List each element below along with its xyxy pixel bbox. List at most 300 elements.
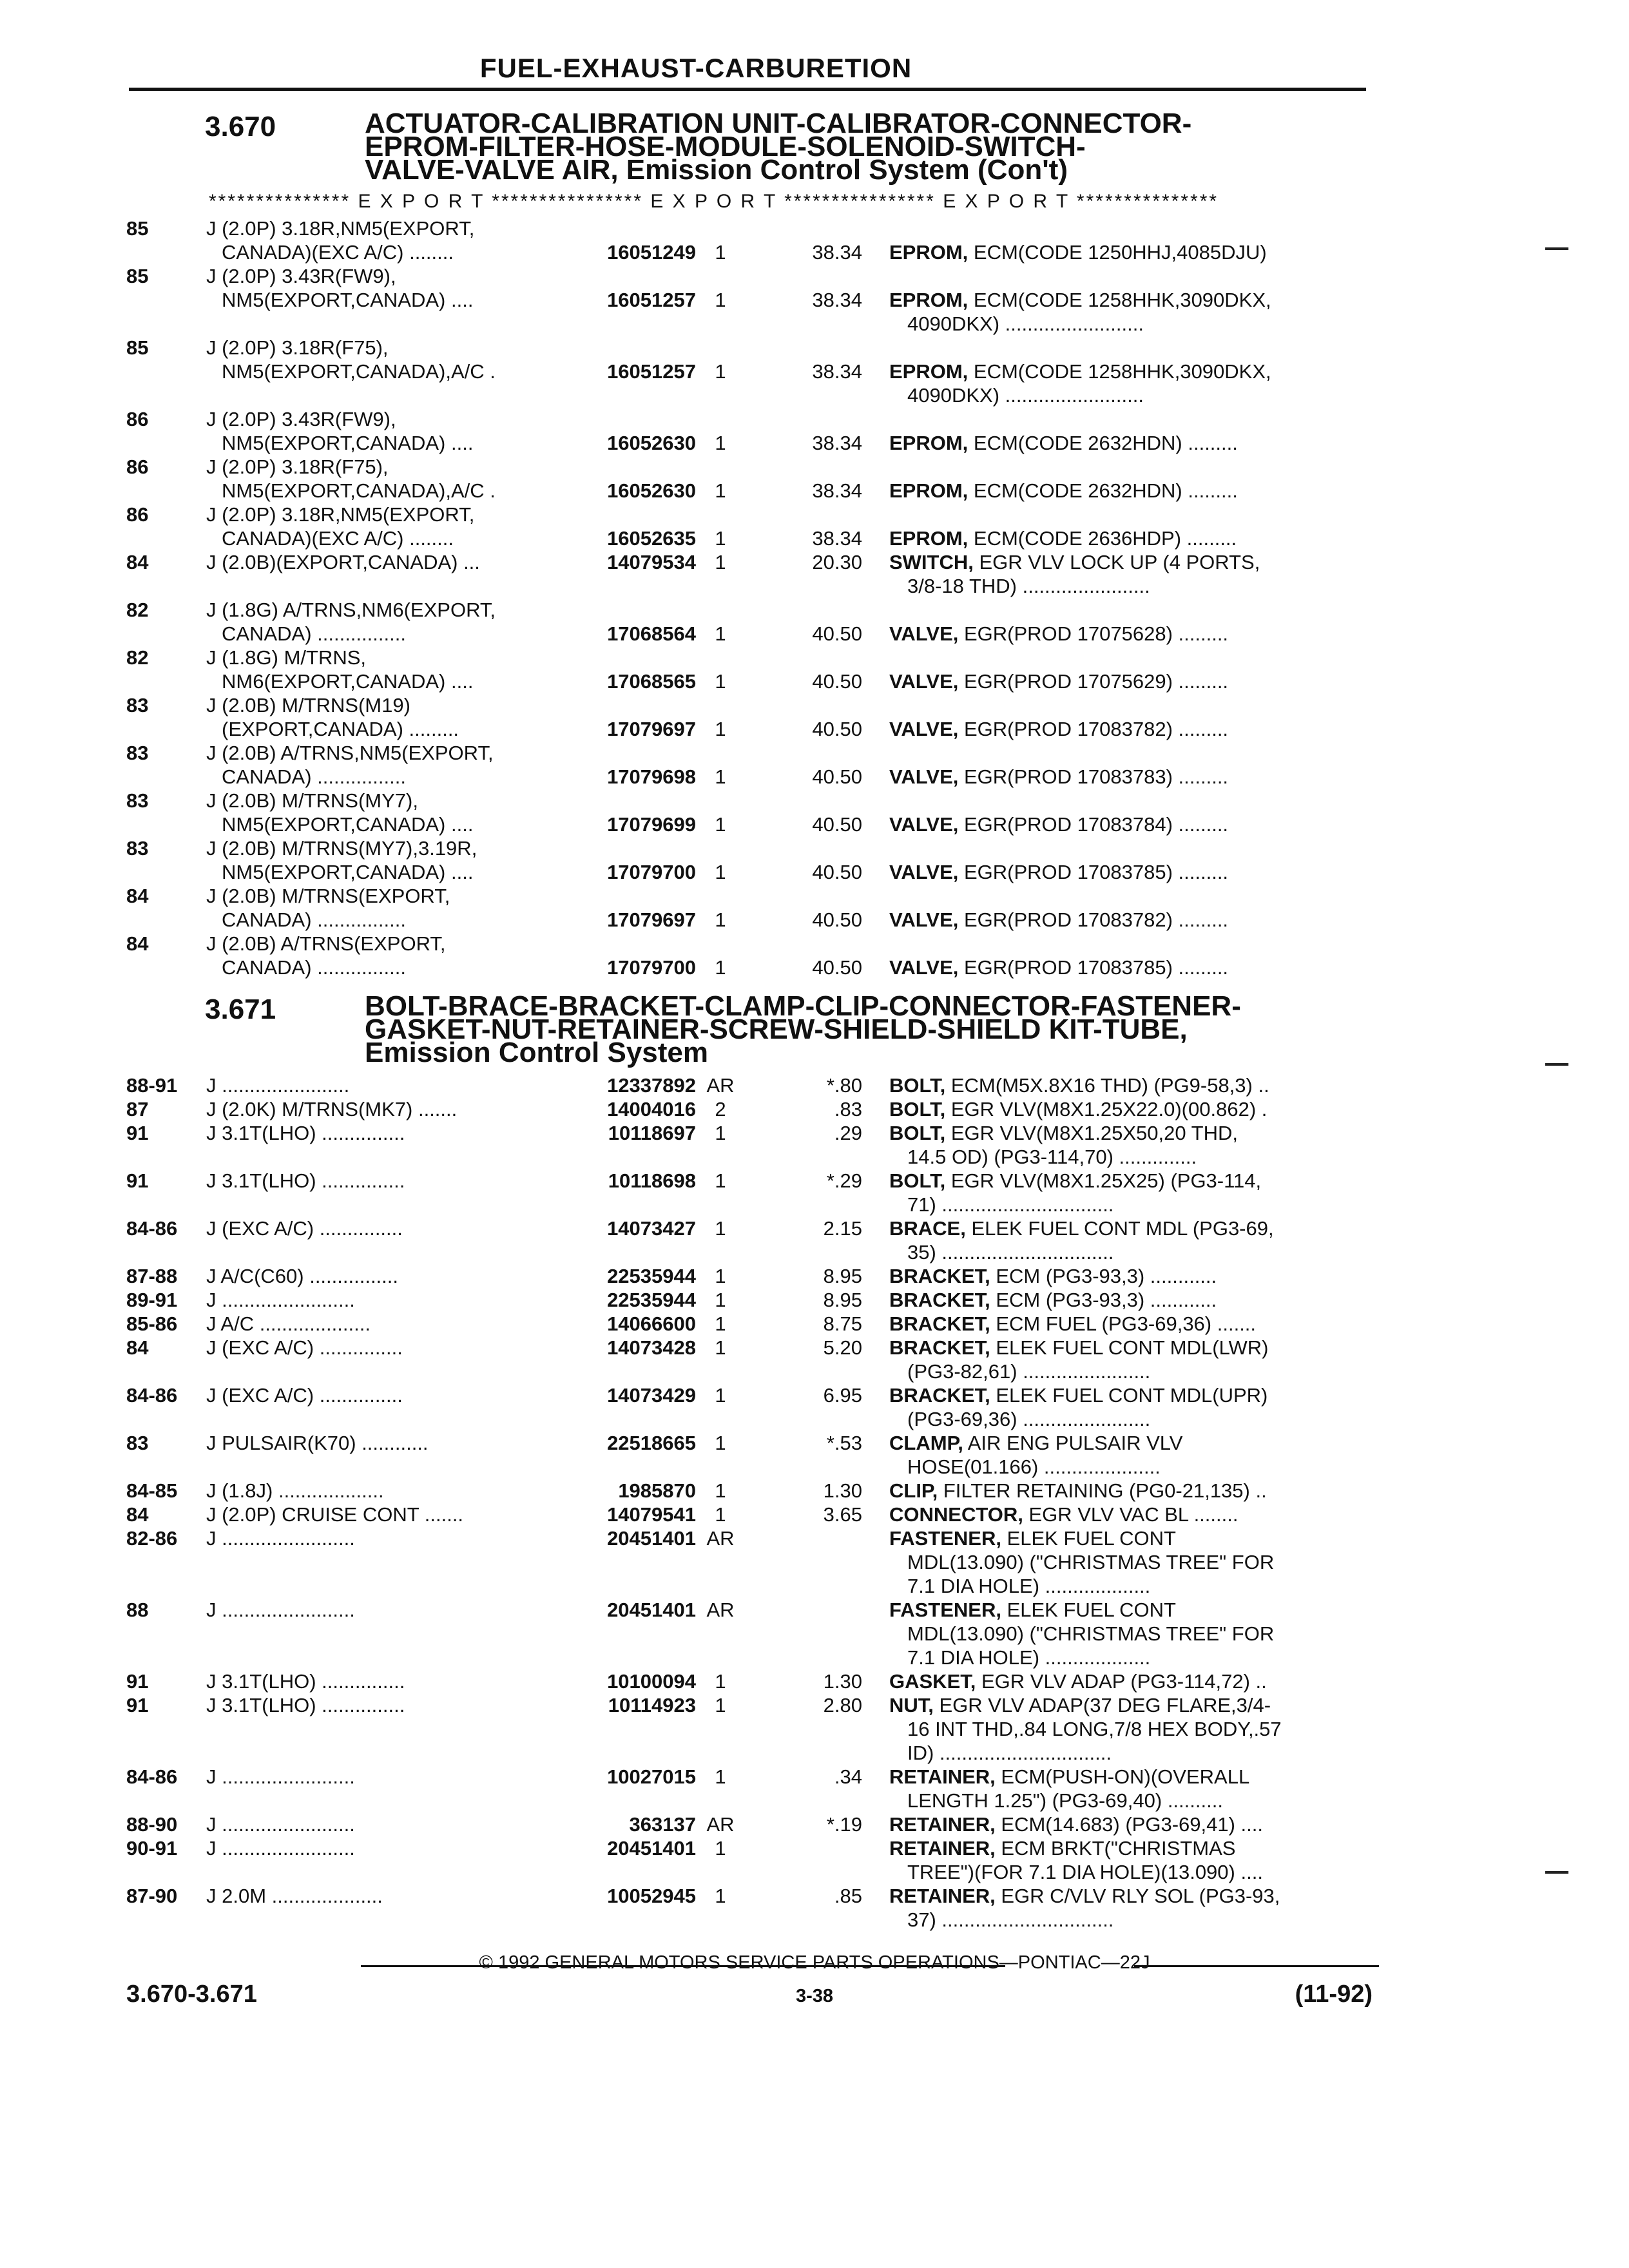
application-text: J (2.0B) M/TRNS(M19) bbox=[206, 694, 410, 716]
quantity: 1 bbox=[715, 1503, 726, 1526]
model-year: 82 bbox=[126, 599, 149, 621]
description bbox=[889, 1431, 1182, 1455]
part-detail: EGR(PROD 17075629) ......... bbox=[958, 670, 1229, 693]
part-number: 20451401 bbox=[607, 1527, 696, 1550]
part-name: EPROM, bbox=[889, 527, 969, 550]
model-year: 83 bbox=[126, 837, 149, 860]
price: 40.50 bbox=[812, 765, 862, 788]
part-number: 10118698 bbox=[608, 1169, 696, 1192]
description bbox=[889, 1693, 1271, 1717]
part-number: 17079700 bbox=[607, 956, 696, 979]
section-title-line: GASKET-NUT-RETAINER-SCREW-SHIELD-SHIELD KIT-TUBE, bbox=[365, 1014, 1188, 1045]
part-number: 10100094 bbox=[607, 1670, 696, 1693]
description bbox=[889, 1288, 1217, 1312]
part-detail: EGR VLV LOCK UP (4 PORTS, bbox=[973, 551, 1260, 573]
price: .83 bbox=[834, 1098, 862, 1120]
quantity: 1 bbox=[715, 1837, 726, 1860]
application-text: J (2.0P) 3.18R(F75), bbox=[206, 336, 389, 359]
quantity: 1 bbox=[715, 908, 726, 931]
application-text: NM5(EXPORT,CANADA) .... bbox=[222, 432, 474, 454]
part-detail: ECM(M5X.8X16 THD) (PG9-58,3) .. bbox=[945, 1074, 1269, 1097]
quantity: 1 bbox=[715, 1289, 726, 1311]
price: 38.34 bbox=[812, 360, 862, 383]
description-continuation: 4090DKX) ......................... bbox=[907, 312, 1144, 335]
description bbox=[889, 812, 1228, 836]
application-text: J (2.0B) M/TRNS(EXPORT, bbox=[206, 885, 450, 907]
model-year: 91 bbox=[126, 1694, 149, 1716]
description bbox=[889, 765, 1228, 789]
application-text: J (2.0B)(EXPORT,CANADA) ... bbox=[206, 551, 480, 573]
application-text: J (EXC A/C) ............... bbox=[206, 1336, 403, 1359]
model-year: 82 bbox=[126, 646, 149, 669]
description bbox=[889, 1884, 1280, 1908]
footer-page-number: 3-38 bbox=[795, 1986, 834, 2006]
part-name: RETAINER, bbox=[889, 1885, 996, 1907]
price: *.19 bbox=[826, 1813, 862, 1836]
quantity: 1 bbox=[715, 813, 726, 836]
price: 38.34 bbox=[812, 479, 862, 502]
part-number: 10118697 bbox=[608, 1122, 696, 1144]
application-text: J (2.0P) 3.43R(FW9), bbox=[206, 408, 396, 430]
model-year: 83 bbox=[126, 1432, 149, 1454]
description bbox=[889, 1479, 1267, 1503]
description bbox=[889, 1503, 1238, 1526]
application-text: NM5(EXPORT,CANADA) .... bbox=[222, 861, 474, 883]
quantity: 1 bbox=[715, 479, 726, 502]
application-text: J (2.0P) 3.18R,NM5(EXPORT, bbox=[206, 217, 475, 240]
model-year: 85 bbox=[126, 217, 149, 240]
part-name: BRACKET, bbox=[889, 1384, 990, 1407]
model-year: 84-86 bbox=[126, 1765, 178, 1788]
application-text: J (2.0B) M/TRNS(MY7), bbox=[206, 789, 418, 812]
application-text: NM5(EXPORT,CANADA),A/C . bbox=[222, 360, 496, 383]
application-text: J PULSAIR(K70) ............ bbox=[206, 1432, 429, 1454]
price: .29 bbox=[834, 1122, 862, 1144]
application-text: J (2.0B) A/TRNS,NM5(EXPORT, bbox=[206, 742, 494, 764]
part-number: 17068565 bbox=[607, 670, 696, 693]
description bbox=[889, 1598, 1176, 1622]
price: 8.75 bbox=[823, 1312, 862, 1335]
model-year: 87-88 bbox=[126, 1265, 178, 1287]
application-text: J ........................ bbox=[206, 1765, 355, 1788]
page-header-title: FUEL-EXHAUST-CARBURETION bbox=[479, 53, 912, 83]
part-name: VALVE, bbox=[889, 908, 959, 931]
part-name: FASTENER, bbox=[889, 1527, 1001, 1550]
quantity: 1 bbox=[715, 527, 726, 550]
description bbox=[889, 550, 1260, 574]
part-detail: ECM(CODE 2632HDN) ......... bbox=[968, 479, 1238, 502]
quantity: 1 bbox=[715, 1885, 726, 1907]
quantity: 1 bbox=[715, 1217, 726, 1240]
quantity: 1 bbox=[715, 432, 726, 454]
part-number: 14079541 bbox=[607, 1503, 696, 1526]
price: .34 bbox=[834, 1765, 862, 1788]
application-text: J 3.1T(LHO) ............... bbox=[206, 1670, 405, 1693]
part-name: RETAINER, bbox=[889, 1813, 996, 1836]
part-detail: ELEK FUEL CONT MDL(UPR) bbox=[990, 1384, 1268, 1407]
price: 6.95 bbox=[823, 1384, 862, 1407]
description-continuation: MDL(13.090) ("CHRISTMAS TREE" FOR bbox=[907, 1551, 1275, 1573]
model-year: 83 bbox=[126, 742, 149, 764]
section-number: 3.670 bbox=[205, 111, 276, 142]
application-text: J (1.8G) A/TRNS,NM6(EXPORT, bbox=[206, 599, 496, 621]
application-text: (EXPORT,CANADA) ......... bbox=[222, 718, 459, 740]
model-year: 87 bbox=[126, 1098, 149, 1120]
part-detail: ELEK FUEL CONT bbox=[1001, 1599, 1176, 1621]
description-continuation: (PG3-82,61) ....................... bbox=[907, 1360, 1151, 1383]
quantity: 1 bbox=[715, 241, 726, 264]
section-title bbox=[365, 108, 1192, 186]
application-text: J (1.8G) M/TRNS, bbox=[206, 646, 367, 669]
part-name: GASKET, bbox=[889, 1670, 976, 1693]
model-year: 91 bbox=[126, 1670, 149, 1693]
part-detail: EGR(PROD 17083785) ......... bbox=[958, 956, 1229, 979]
description-continuation: TREE")(FOR 7.1 DIA HOLE)(13.090) .... bbox=[907, 1861, 1263, 1883]
part-name: VALVE, bbox=[889, 813, 959, 836]
part-name: EPROM, bbox=[889, 479, 969, 502]
part-name: SWITCH, bbox=[889, 551, 974, 573]
application-text: NM5(EXPORT,CANADA),A/C . bbox=[222, 479, 496, 502]
part-number: 16051257 bbox=[607, 289, 696, 311]
footer-copyright: © 1992 GENERAL MOTORS SERVICE PARTS OPERATIONS—PONTIAC—22J bbox=[479, 1952, 1150, 1973]
part-name: BRACKET, bbox=[889, 1289, 990, 1311]
part-detail: ECM(CODE 1258HHK,3090DKX, bbox=[968, 360, 1271, 383]
model-year: 83 bbox=[126, 694, 149, 716]
price: *.80 bbox=[826, 1074, 862, 1097]
part-detail: ECM(CODE 1258HHK,3090DKX, bbox=[968, 289, 1271, 311]
part-number: 14073427 bbox=[607, 1217, 696, 1240]
description-continuation: 71) ............................... bbox=[907, 1193, 1114, 1216]
application-text: NM6(EXPORT,CANADA) .... bbox=[222, 670, 474, 693]
price: 2.15 bbox=[823, 1217, 862, 1240]
part-number: 363137 bbox=[629, 1813, 696, 1836]
part-name: BOLT, bbox=[889, 1169, 946, 1192]
application-text: J ........................ bbox=[206, 1527, 355, 1550]
part-detail: EGR(PROD 17083783) ......... bbox=[958, 765, 1229, 788]
model-year: 86 bbox=[126, 408, 149, 430]
description-continuation: LENGTH 1.25") (PG3-69,40) .......... bbox=[907, 1789, 1223, 1812]
description bbox=[889, 860, 1228, 884]
quantity: 1 bbox=[715, 1670, 726, 1693]
quantity: 1 bbox=[715, 1122, 726, 1144]
part-number: 14066600 bbox=[607, 1312, 696, 1335]
model-year: 82-86 bbox=[126, 1527, 178, 1550]
part-detail: ECM (PG3-93,3) ............ bbox=[990, 1289, 1217, 1311]
description-continuation: (PG3-69,36) ....................... bbox=[907, 1408, 1151, 1430]
application-text: J (2.0B) A/TRNS(EXPORT, bbox=[206, 932, 446, 955]
part-number: 17079700 bbox=[607, 861, 696, 883]
part-detail: EGR(PROD 17083785) ......... bbox=[958, 861, 1229, 883]
price: 38.34 bbox=[812, 432, 862, 454]
part-name: EPROM, bbox=[889, 241, 969, 264]
model-year: 84-86 bbox=[126, 1384, 178, 1407]
part-number: 22535944 bbox=[607, 1289, 696, 1311]
application-text: CANADA)(EXC A/C) ........ bbox=[222, 241, 454, 264]
quantity: 2 bbox=[715, 1098, 726, 1120]
margin-mark bbox=[1545, 1871, 1568, 1874]
price: .85 bbox=[834, 1885, 862, 1907]
quantity: 1 bbox=[715, 551, 726, 573]
part-number: 17079697 bbox=[607, 908, 696, 931]
application-text: J ........................ bbox=[206, 1813, 355, 1836]
model-year: 84-85 bbox=[126, 1479, 178, 1502]
part-number: 14073429 bbox=[607, 1384, 696, 1407]
quantity: AR bbox=[706, 1074, 735, 1097]
part-number: 10027015 bbox=[607, 1765, 696, 1788]
part-detail: EGR VLV VAC BL ........ bbox=[1023, 1503, 1239, 1526]
part-name: BRACKET, bbox=[889, 1312, 990, 1335]
part-number: 16052630 bbox=[607, 479, 696, 502]
description bbox=[889, 288, 1271, 312]
part-name: BOLT, bbox=[889, 1098, 946, 1120]
part-name: VALVE, bbox=[889, 670, 959, 693]
part-detail: EGR VLV(M8X1.25X25) (PG3-114, bbox=[945, 1169, 1262, 1192]
price: 40.50 bbox=[812, 813, 862, 836]
application-text: J (EXC A/C) ............... bbox=[206, 1217, 403, 1240]
part-number: 16052635 bbox=[607, 527, 696, 550]
model-year: 85-86 bbox=[126, 1312, 178, 1335]
description-continuation: 7.1 DIA HOLE) ................... bbox=[907, 1646, 1151, 1669]
model-year: 88 bbox=[126, 1599, 149, 1621]
description bbox=[889, 360, 1271, 383]
part-number: 10114923 bbox=[608, 1694, 696, 1716]
price: 40.50 bbox=[812, 670, 862, 693]
model-year: 84 bbox=[126, 932, 149, 955]
description bbox=[889, 526, 1237, 550]
quantity: 1 bbox=[715, 1312, 726, 1335]
quantity: 1 bbox=[715, 861, 726, 883]
quantity: 1 bbox=[715, 289, 726, 311]
part-detail: EGR(PROD 17075628) ......... bbox=[958, 622, 1229, 645]
application-text: CANADA) ................ bbox=[222, 765, 406, 788]
quantity: 1 bbox=[715, 1694, 726, 1716]
description bbox=[889, 908, 1228, 932]
description-continuation: 3/8-18 THD) ....................... bbox=[907, 575, 1150, 597]
part-detail: ECM(14.683) (PG3-69,41) .... bbox=[995, 1813, 1263, 1836]
part-detail: ECM(CODE 2632HDN) ......... bbox=[968, 432, 1238, 454]
price: 3.65 bbox=[823, 1503, 862, 1526]
model-year: 84-86 bbox=[126, 1217, 178, 1240]
part-name: BRACKET, bbox=[889, 1265, 990, 1287]
part-detail: AIR ENG PULSAIR VLV bbox=[963, 1432, 1183, 1454]
model-year: 90-91 bbox=[126, 1837, 178, 1860]
description bbox=[889, 1526, 1176, 1550]
description bbox=[889, 1383, 1268, 1407]
part-detail: ECM (PG3-93,3) ............ bbox=[990, 1265, 1217, 1287]
part-name: BRACE, bbox=[889, 1217, 966, 1240]
section-title-line: EPROM-FILTER-HOSE-MODULE-SOLENOID-SWITCH- bbox=[365, 131, 1086, 162]
part-detail: ECM(CODE 2636HDP) ......... bbox=[968, 527, 1237, 550]
model-year: 89-91 bbox=[126, 1289, 178, 1311]
quantity: 1 bbox=[715, 622, 726, 645]
application-text: J 3.1T(LHO) ............... bbox=[206, 1122, 405, 1144]
price: 2.80 bbox=[823, 1694, 862, 1716]
description bbox=[889, 1216, 1274, 1240]
price: *.29 bbox=[826, 1169, 862, 1192]
part-number: 17079698 bbox=[607, 765, 696, 788]
application-text: J (2.0K) M/TRNS(MK7) ....... bbox=[206, 1098, 458, 1120]
application-text: NM5(EXPORT,CANADA) .... bbox=[222, 289, 474, 311]
quantity: 1 bbox=[715, 1765, 726, 1788]
quantity: 1 bbox=[715, 1432, 726, 1454]
quantity: 1 bbox=[715, 1169, 726, 1192]
model-year: 86 bbox=[126, 456, 149, 478]
application-text: J 2.0M .................... bbox=[206, 1885, 383, 1907]
part-number: 17068564 bbox=[607, 622, 696, 645]
part-number: 16052630 bbox=[607, 432, 696, 454]
section-title bbox=[365, 990, 1241, 1068]
model-year: 84 bbox=[126, 885, 149, 907]
price: 40.50 bbox=[812, 622, 862, 645]
part-detail: EGR(PROD 17083782) ......... bbox=[958, 908, 1229, 931]
application-text: J (1.8J) ................... bbox=[206, 1479, 384, 1502]
application-text: J ........................ bbox=[206, 1599, 355, 1621]
part-number: 22518665 bbox=[607, 1432, 696, 1454]
part-detail: ECM FUEL (PG3-69,36) ....... bbox=[990, 1312, 1257, 1335]
part-number: 17079697 bbox=[607, 718, 696, 740]
model-year: 91 bbox=[126, 1122, 149, 1144]
part-name: CLIP, bbox=[889, 1479, 938, 1502]
quantity: 1 bbox=[715, 718, 726, 740]
application-text: CANADA) ................ bbox=[222, 908, 406, 931]
price: 38.34 bbox=[812, 289, 862, 311]
section-title-line: ACTUATOR-CALIBRATION UNIT-CALIBRATOR-CONNECTOR- bbox=[365, 108, 1192, 139]
application-text: J (2.0P) CRUISE CONT ....... bbox=[206, 1503, 464, 1526]
price: 38.34 bbox=[812, 527, 862, 550]
part-name: VALVE, bbox=[889, 861, 959, 883]
description bbox=[889, 1097, 1267, 1121]
part-detail: EGR(PROD 17083784) ......... bbox=[958, 813, 1229, 836]
part-detail: ECM BRKT("CHRISTMAS bbox=[995, 1837, 1236, 1860]
price: 40.50 bbox=[812, 861, 862, 883]
model-year: 88-91 bbox=[126, 1074, 178, 1097]
description-continuation: 4090DKX) ......................... bbox=[907, 384, 1144, 407]
part-number: 20451401 bbox=[607, 1599, 696, 1621]
description bbox=[889, 431, 1238, 455]
section-title-line: Emission Control System bbox=[365, 1037, 709, 1068]
part-detail: ECM(PUSH-ON)(OVERALL bbox=[995, 1765, 1250, 1788]
description bbox=[889, 1121, 1238, 1145]
description bbox=[889, 956, 1228, 979]
part-detail: EGR C/VLV RLY SOL (PG3-93, bbox=[995, 1885, 1280, 1907]
description-continuation: 16 INT THD,.84 LONG,7/8 HEX BODY,.57 bbox=[907, 1718, 1282, 1740]
model-year: 84 bbox=[126, 551, 149, 573]
application-text: J (2.0P) 3.18R(F75), bbox=[206, 456, 389, 478]
price: *.53 bbox=[826, 1432, 862, 1454]
price: 1.30 bbox=[823, 1670, 862, 1693]
quantity: 1 bbox=[715, 956, 726, 979]
quantity: 1 bbox=[715, 1479, 726, 1502]
description-continuation: ID) ............................... bbox=[907, 1742, 1112, 1764]
quantity: AR bbox=[706, 1599, 735, 1621]
part-detail: FILTER RETAINING (PG0-21,135) .. bbox=[938, 1479, 1267, 1502]
application-text: NM5(EXPORT,CANADA) .... bbox=[222, 813, 474, 836]
part-number: 10052945 bbox=[607, 1885, 696, 1907]
application-text: J (2.0P) 3.43R(FW9), bbox=[206, 265, 396, 287]
part-detail: EGR(PROD 17083782) ......... bbox=[958, 718, 1229, 740]
model-year: 87-90 bbox=[126, 1885, 178, 1907]
price: 40.50 bbox=[812, 956, 862, 979]
part-detail: EGR VLV ADAP(37 DEG FLARE,3/4- bbox=[933, 1694, 1271, 1716]
part-name: BRACKET, bbox=[889, 1336, 990, 1359]
part-name: CONNECTOR, bbox=[889, 1503, 1023, 1526]
part-name: EPROM, bbox=[889, 360, 969, 383]
description-continuation: 7.1 DIA HOLE) ................... bbox=[907, 1575, 1151, 1597]
quantity: 1 bbox=[715, 765, 726, 788]
model-year: 86 bbox=[126, 503, 149, 526]
part-name: EPROM, bbox=[889, 432, 969, 454]
part-name: VALVE, bbox=[889, 622, 959, 645]
part-number: 17079699 bbox=[607, 813, 696, 836]
description bbox=[889, 1669, 1267, 1693]
application-text: J A/C(C60) ................ bbox=[206, 1265, 399, 1287]
part-name: BOLT, bbox=[889, 1122, 946, 1144]
model-year: 84 bbox=[126, 1503, 149, 1526]
description bbox=[889, 1312, 1256, 1336]
header-rule bbox=[129, 88, 1366, 91]
footer-date: (11-92) bbox=[1295, 1981, 1373, 2008]
part-name: EPROM, bbox=[889, 289, 969, 311]
description bbox=[889, 479, 1238, 503]
application-text: CANADA) ................ bbox=[222, 956, 406, 979]
price: 38.34 bbox=[812, 241, 862, 264]
description-continuation: MDL(13.090) ("CHRISTMAS TREE" FOR bbox=[907, 1622, 1275, 1645]
model-year: 91 bbox=[126, 1169, 149, 1192]
quantity: AR bbox=[706, 1527, 735, 1550]
part-detail: EGR VLV(M8X1.25X22.0)(00.862) . bbox=[945, 1098, 1268, 1120]
part-number: 12337892 bbox=[607, 1074, 696, 1097]
part-detail: EGR VLV(M8X1.25X50,20 THD, bbox=[945, 1122, 1238, 1144]
application-text: J 3.1T(LHO) ............... bbox=[206, 1694, 405, 1716]
part-detail: ELEK FUEL CONT MDL (PG3-69, bbox=[965, 1217, 1274, 1240]
part-name: RETAINER, bbox=[889, 1837, 996, 1860]
price: 8.95 bbox=[823, 1265, 862, 1287]
part-name: CLAMP, bbox=[889, 1432, 963, 1454]
price: 40.50 bbox=[812, 908, 862, 931]
part-detail: ELEK FUEL CONT MDL(LWR) bbox=[990, 1336, 1269, 1359]
description bbox=[889, 1073, 1269, 1097]
part-name: VALVE, bbox=[889, 718, 959, 740]
application-text: J ....................... bbox=[206, 1074, 350, 1097]
application-text: J ........................ bbox=[206, 1289, 355, 1311]
part-detail: ELEK FUEL CONT bbox=[1001, 1527, 1176, 1550]
part-name: VALVE, bbox=[889, 765, 959, 788]
footer-section-range: 3.670-3.671 bbox=[126, 1981, 257, 2008]
description bbox=[889, 717, 1228, 741]
application-text: CANADA) ................ bbox=[222, 622, 406, 645]
export-banner: *************** E X P O R T **************** E X P O R T **************** E X P O R T *************** bbox=[209, 191, 1219, 212]
part-number: 20451401 bbox=[607, 1837, 696, 1860]
part-detail: ECM(CODE 1250HHJ,4085DJU) bbox=[968, 241, 1267, 264]
application-text: J (EXC A/C) ............... bbox=[206, 1384, 403, 1407]
description-continuation: HOSE(01.166) ..................... bbox=[907, 1456, 1161, 1478]
part-number: 16051257 bbox=[607, 360, 696, 383]
quantity: 1 bbox=[715, 360, 726, 383]
description bbox=[889, 1264, 1217, 1288]
part-number: 22535944 bbox=[607, 1265, 696, 1287]
price: 5.20 bbox=[823, 1336, 862, 1359]
part-number: 14004016 bbox=[607, 1098, 696, 1120]
part-number: 14073428 bbox=[607, 1336, 696, 1359]
margin-mark bbox=[1545, 1063, 1568, 1066]
part-name: BOLT, bbox=[889, 1074, 946, 1097]
part-name: VALVE, bbox=[889, 956, 959, 979]
model-year: 85 bbox=[126, 265, 149, 287]
application-text: CANADA)(EXC A/C) ........ bbox=[222, 527, 454, 550]
description bbox=[889, 1836, 1235, 1860]
model-year: 84 bbox=[126, 1336, 149, 1359]
part-name: FASTENER, bbox=[889, 1599, 1001, 1621]
